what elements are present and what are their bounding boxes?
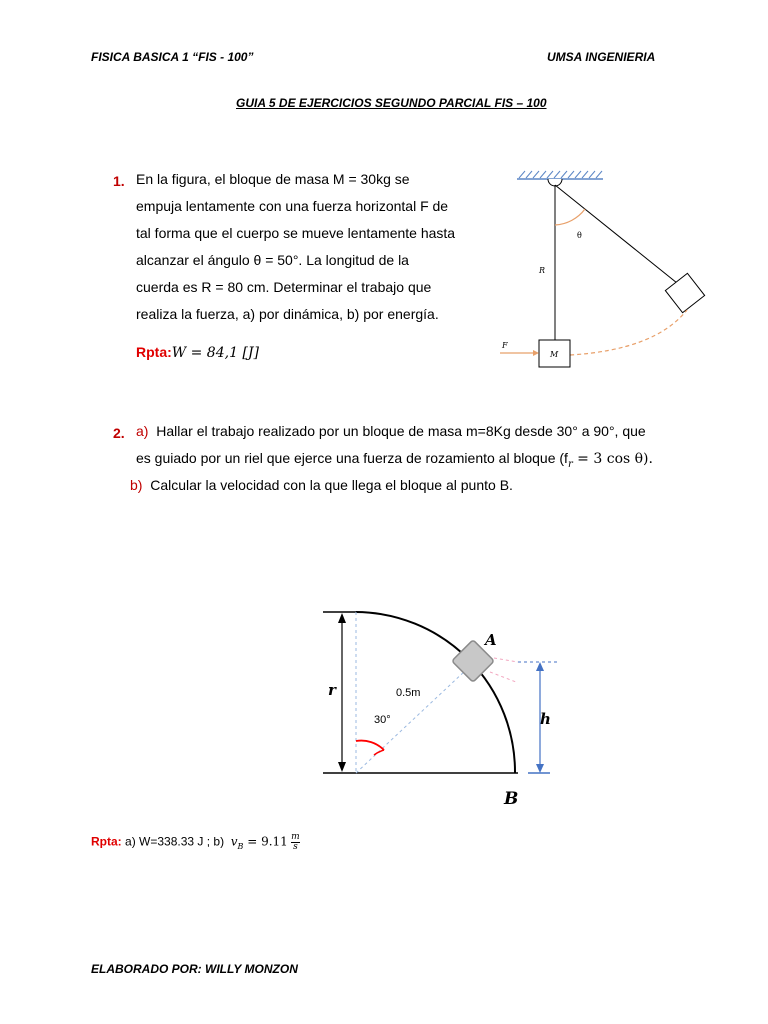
radius-arrow-bottom xyxy=(338,762,346,772)
problem-1-line: realiza la fuerza, a) por dinámica, b) por energía. xyxy=(136,306,439,322)
problem-1-text xyxy=(136,166,496,328)
answer-v-value: = 9.11 xyxy=(243,834,288,849)
trajectory xyxy=(570,310,687,355)
part-a-line2: es guiado por un riel que ejerce una fuerza de rozamiento al bloque (f xyxy=(136,450,568,466)
label-h: h xyxy=(540,710,551,728)
label-R: R xyxy=(539,266,546,275)
label-r: r xyxy=(328,681,336,699)
angle-arc xyxy=(555,209,585,225)
problem-1-line: En la figura, el bloque de masa M = 30kg se xyxy=(136,171,410,187)
problem-1-line: tal forma que el cuerpo se mueve lentamente hasta xyxy=(136,225,456,241)
header-university: UMSA INGENIERIA xyxy=(547,50,656,64)
problem-1-line: alcanzar el ángulo θ = 50°. La longitud de la xyxy=(136,252,409,268)
fr-expression: = 3 cos θ). xyxy=(572,451,653,467)
footer-author: ELABORADO POR: WILLY MONZON xyxy=(91,962,298,976)
problem-2-part-b xyxy=(130,472,513,499)
answer-label: Rpta: xyxy=(136,344,172,360)
radius-arrow-top xyxy=(338,613,346,623)
pendulum-figure xyxy=(495,165,725,380)
answer-v: v xyxy=(230,834,238,849)
answer-value: W = 84,1 [J] xyxy=(171,345,259,361)
label-F: F xyxy=(502,341,508,350)
pivot xyxy=(548,179,562,186)
problem-2-answer xyxy=(91,833,300,852)
force-arrowhead xyxy=(533,350,539,356)
h-arrow-top xyxy=(536,662,544,671)
track-figure xyxy=(318,600,568,815)
h-arrow-bottom xyxy=(536,764,544,773)
dashed-radius xyxy=(356,670,466,773)
label-A: A xyxy=(485,631,497,649)
label-radius: 0.5m xyxy=(396,687,421,699)
part-b-label: b) xyxy=(130,477,143,493)
fr-subscript: r xyxy=(567,458,573,470)
answer-label: Rpta: xyxy=(91,834,122,849)
problem-1-line: cuerda es R = 80 cm. Determinar el trabajo que xyxy=(136,279,432,295)
label-B: B xyxy=(504,789,519,809)
unit-denominator: s xyxy=(293,842,298,852)
label-M: M xyxy=(550,350,559,359)
answer-v-sub: B xyxy=(237,842,244,852)
part-a-line1: Hallar el trabajo realizado por un bloque de masa m=8Kg desde 30° a 90°, que xyxy=(156,423,646,439)
problem-2-number: 2. xyxy=(113,425,125,441)
rope-angled xyxy=(555,185,677,283)
label-angle: 30° xyxy=(374,714,391,726)
header-course: FISICA BASICA 1 “FIS - 100” xyxy=(91,50,254,64)
answer-unit xyxy=(291,833,300,852)
part-a-label: a) xyxy=(136,423,149,439)
problem-1-number: 1. xyxy=(113,173,125,189)
problem-1-answer xyxy=(136,344,259,361)
problem-2-text xyxy=(136,418,696,478)
problem-1-line: empuja lentamente con una fuerza horizontal F de xyxy=(136,198,449,214)
part-b-text: Calcular la velocidad con la que llega el bloque al punto B. xyxy=(150,477,513,493)
angle-arc-30 xyxy=(356,741,384,750)
ceiling-hatch xyxy=(519,171,602,178)
label-theta: θ xyxy=(577,231,582,240)
unit-numerator: m xyxy=(291,832,300,842)
pink-guides xyxy=(490,672,516,682)
page-title: GUIA 5 DE EJERCICIOS SEGUNDO PARCIAL FIS – 100 xyxy=(236,96,547,110)
answer-a: a) W=338.33 J ; b) xyxy=(125,834,225,849)
tilted-block xyxy=(665,273,704,312)
